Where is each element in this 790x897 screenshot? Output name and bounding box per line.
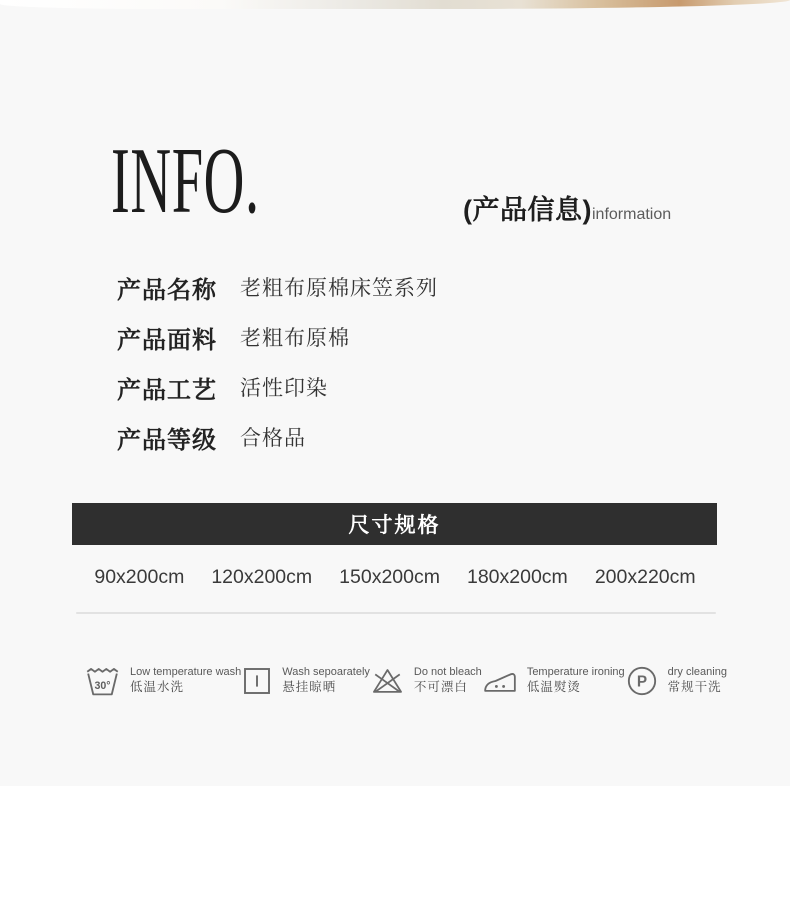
attribute-value: 老粗布原棉 [240,327,350,350]
care-label-cn: 悬挂晾晒 [282,680,337,695]
section-title-english: information [591,206,672,223]
table-row [117,362,677,412]
product-attributes [117,262,677,462]
wash-tub-30-icon [84,662,121,699]
section-title [463,188,671,227]
care-label [414,665,482,697]
attribute-label: 产品面料 [117,326,217,354]
do-not-bleach-icon [370,663,405,698]
care-label-cn: 常规干洗 [667,680,722,695]
care-item-low-temp-wash [84,662,241,699]
care-label [668,665,727,697]
care-item-hang-dry [241,662,370,699]
size-option: 120x200cm [211,566,313,588]
iron-two-dots-icon [482,663,518,699]
care-label [130,665,241,697]
care-item-temperature-ironing [482,662,625,699]
section-title-chinese: (产品信息) [463,195,592,225]
size-option: 150x200cm [339,566,440,588]
care-label-cn: 低温熨烫 [526,680,581,695]
divider [76,612,716,614]
care-instructions [84,662,727,699]
attribute-value: 老粗布原棉床笠系列 [240,277,438,300]
info-headline: INFO. [111,129,260,233]
hang-dry-icon [241,665,273,697]
attribute-label: 产品等级 [117,426,217,454]
svg-text:30°: 30° [94,679,111,692]
attribute-value: 合格品 [240,427,306,450]
size-option: 200x220cm [594,566,696,588]
table-row [117,262,677,312]
attribute-value: 活性印染 [240,377,328,400]
care-item-do-not-bleach [370,662,482,699]
dry-clean-p-icon [625,664,659,698]
care-label-cn: 不可漂白 [413,680,468,695]
care-label-en: Temperature ironing [526,665,625,678]
care-label [282,665,370,697]
svg-text:P: P [636,673,647,691]
size-list [0,566,790,589]
table-row [117,312,677,362]
care-label-en: Low temperature wash [130,665,242,678]
care-label-en: Do not bleach [413,665,482,678]
care-label-en: Wash sepoarately [282,665,370,678]
care-label-cn: 低温水洗 [130,680,185,695]
care-label-en: dry cleaning [667,665,727,678]
table-row [117,412,677,462]
care-item-dry-cleaning [625,662,727,699]
size-option: 180x200cm [466,566,568,588]
care-label [527,665,625,697]
size-section-header: 尺寸规格 [72,503,717,545]
attribute-label: 产品工艺 [117,376,217,404]
attribute-label: 产品名称 [117,276,217,304]
size-option: 90x200cm [94,566,185,588]
